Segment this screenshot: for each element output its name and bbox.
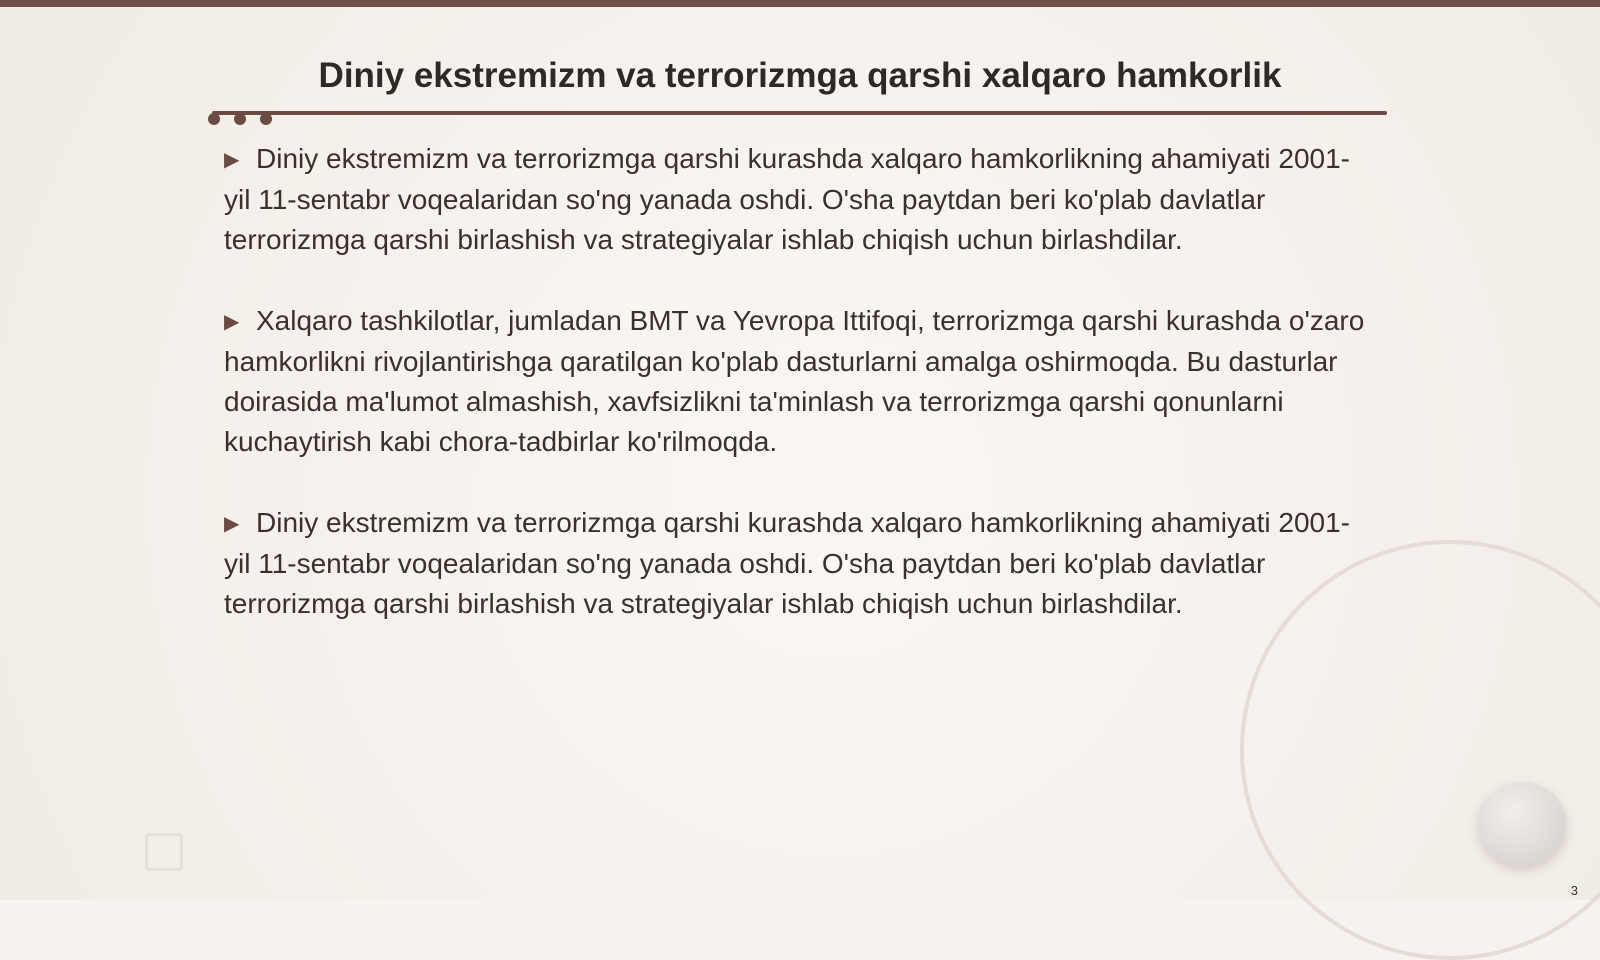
bullet-text: Xalqaro tashkilotlar, jumladan BMT va Yevropa Ittifoqi, terrorizmga qarshi kurashda o'zaro hamkorlikni rivojlantirishga qaratilgan ko'plab dasturlarni amalga oshirmoqda. Bu dasturlar doirasida ma'lumot almashish, xavfsizlikni ta'minlash va terrorizmga qarshi qonunlarni kuchaytirish kabi chora-tadbirlar ko'rilmoqda. bbox=[224, 305, 1365, 457]
top-accent-bar bbox=[0, 0, 1600, 7]
decorative-circle bbox=[1478, 782, 1566, 866]
underline-dot bbox=[208, 113, 220, 125]
bullet-arrow-icon: ▶ bbox=[224, 311, 240, 333]
page-number: 3 bbox=[1570, 883, 1578, 898]
decorative-square bbox=[145, 833, 183, 871]
bullet-item bbox=[224, 139, 1374, 260]
slide-body bbox=[224, 139, 1374, 665]
slide-title: Diniy ekstremizm va terrorizmga qarshi xalqaro hamkorlik bbox=[318, 56, 1282, 95]
bullet-item bbox=[224, 503, 1374, 624]
underline-dot bbox=[234, 113, 246, 125]
bullet-arrow-icon: ▶ bbox=[224, 149, 240, 171]
bullet-text: Diniy ekstremizm va terrorizmga qarshi kurashda xalqaro hamkorlikning ahamiyati 2001-yil 11-sentabr voqealaridan so'ng yanada oshdi. O'sha paytdan beri ko'plab davlatlar terrorizmga qarshi birlashish va strategiyalar ishlab chiqish uchun birlashdilar. bbox=[224, 507, 1350, 619]
title-underline bbox=[212, 111, 1387, 115]
underline-dot bbox=[260, 113, 272, 125]
bullet-arrow-icon: ▶ bbox=[224, 513, 240, 535]
bullet-text: Diniy ekstremizm va terrorizmga qarshi kurashda xalqaro hamkorlikning ahamiyati 2001-yil 11-sentabr voqealaridan so'ng yanada oshdi. O'sha paytdan beri ko'plab davlatlar terrorizmga qarshi birlashish va strategiyalar ishlab chiqish uchun birlashdilar. bbox=[224, 143, 1350, 255]
bullet-item bbox=[224, 301, 1374, 462]
